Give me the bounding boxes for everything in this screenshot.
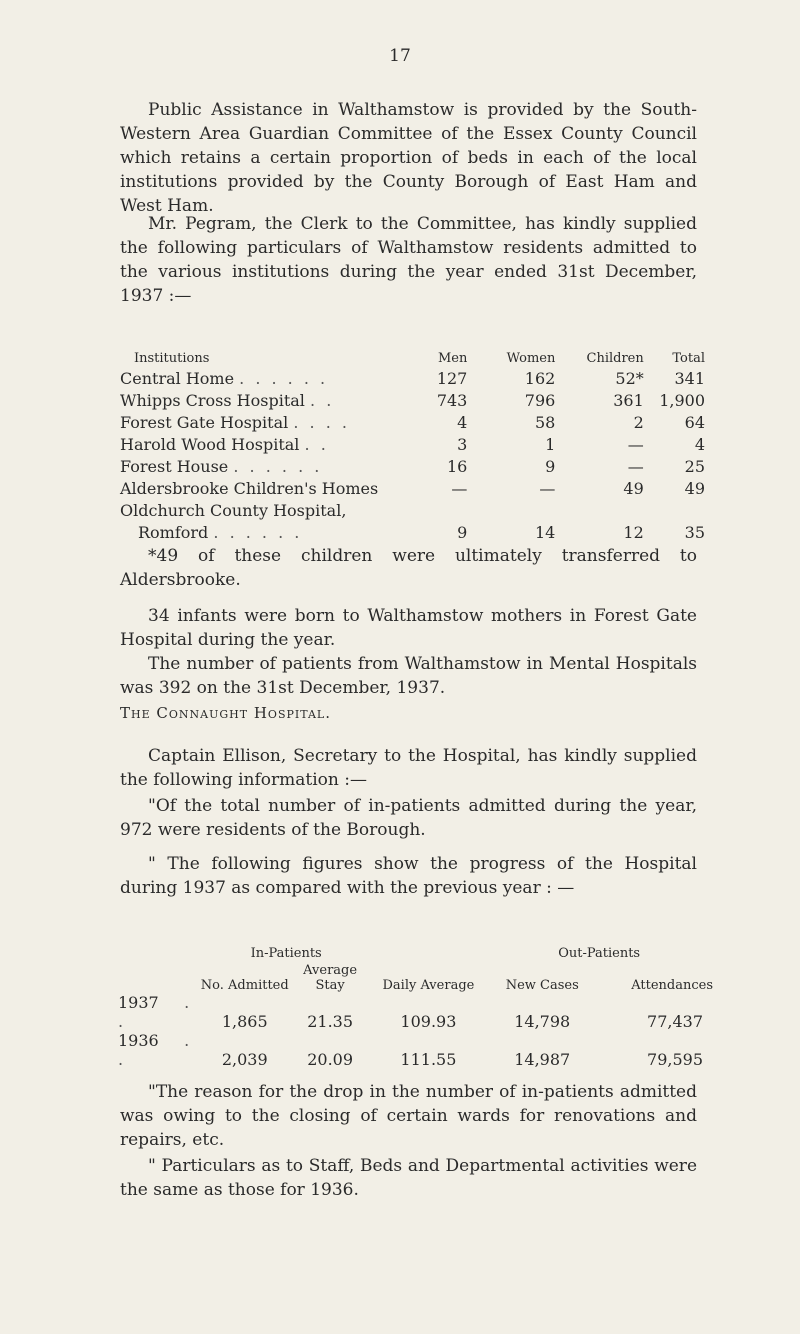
section-heading: The Connaught Hospital.	[120, 704, 331, 722]
table-row	[120, 410, 705, 432]
dot-leader: . . . . . .	[233, 457, 323, 476]
daily-value: 109.93	[400, 1012, 457, 1031]
women-value: 14	[534, 523, 556, 542]
year-value: 1937	[118, 993, 159, 1012]
table-header-row	[120, 346, 705, 366]
header-no-admitted: No. Admitted	[200, 978, 289, 993]
header-new-cases: New Cases	[505, 978, 579, 993]
table-row	[120, 476, 705, 498]
stay-value: 20.09	[307, 1050, 354, 1069]
dot-leader: . .	[118, 993, 193, 1031]
group-header-row	[118, 946, 713, 963]
table-row	[120, 520, 705, 542]
institution-name: Whipps Cross Hospital	[120, 391, 305, 410]
women-value: 9	[545, 457, 556, 476]
children-value: 49	[623, 479, 644, 498]
men-value: 3	[457, 435, 468, 454]
women-value: 58	[534, 413, 556, 432]
children-value: —	[627, 457, 644, 476]
institutions-table	[120, 346, 705, 542]
institution-name: Central Home	[120, 369, 235, 388]
children-value: 52*	[615, 369, 644, 388]
header-in-patients: In-Patients	[250, 946, 322, 961]
table-row	[118, 1031, 713, 1069]
table-row	[120, 388, 705, 410]
institution-name: Forest House	[120, 457, 229, 476]
total-value: 64	[684, 413, 705, 432]
header-attendances: Attendances	[631, 978, 713, 993]
dot-leader: . . . .	[293, 413, 350, 432]
institution-name-line1: Oldchurch County Hospital,	[120, 501, 347, 520]
header-institutions: Institutions	[134, 351, 210, 366]
year-value: 1936	[118, 1031, 159, 1050]
paragraph-figures-intro: " The following figures show the progress of the Hospital during 1937 as compared with the previous year : —	[120, 854, 697, 898]
paragraph-clerk-particulars: Mr. Pegram, the Clerk to the Committee, has kindly supplied the following particulars of Walthamstow residents admitted to the various institutions during the year ended 31st December, 1937 :—	[120, 214, 697, 306]
table-row	[120, 366, 705, 388]
page-number: 17	[389, 46, 411, 66]
paragraph-particulars: " Particulars as to Staff, Beds and Departmental activities were the same as those for 1936.	[120, 1156, 697, 1200]
total-value: 49	[684, 479, 705, 498]
admitted-value: 2,039	[221, 1050, 268, 1069]
institution-name: Aldersbrooke Children's Homes	[120, 479, 379, 498]
header-average-stay: Average Stay	[303, 963, 358, 993]
total-value: 4	[694, 435, 705, 454]
men-value: 743	[436, 391, 468, 410]
admitted-value: 1,865	[221, 1012, 268, 1031]
new-cases-value: 14,987	[514, 1050, 571, 1069]
paragraph-infants: 34 infants were born to Walthamstow mothers in Forest Gate Hospital during the year.	[120, 606, 697, 650]
new-cases-value: 14,798	[514, 1012, 571, 1031]
total-value: 25	[684, 457, 705, 476]
dot-leader: . .	[310, 391, 335, 410]
footnote: *49 of these children were ultimately transferred to Aldersbrooke.	[120, 546, 697, 590]
men-value: 16	[447, 457, 468, 476]
women-value: 1	[545, 435, 556, 454]
header-out-patients: Out-Patients	[558, 946, 641, 961]
men-value: —	[451, 479, 468, 498]
hospital-progress-table	[118, 946, 713, 1069]
header-children: Children	[586, 351, 644, 366]
women-value: —	[539, 479, 556, 498]
daily-value: 111.55	[400, 1050, 457, 1069]
table-row	[120, 498, 705, 520]
institution-name: Romford	[138, 523, 209, 542]
header-total: Total	[672, 351, 705, 366]
women-value: 796	[524, 391, 556, 410]
header-men: Men	[437, 351, 468, 366]
paragraph-in-patients-total: "Of the total number of in-patients admitted during the year, 972 were residents of the Borough.	[120, 796, 697, 840]
institution-name: Harold Wood Hospital	[120, 435, 300, 454]
dot-leader: . . . . . .	[213, 523, 303, 542]
paragraph-public-assistance: Public Assistance in Walthamstow is provided by the South-Western Area Guardian Committee of the Essex County Council which retains a certain proportion of beds in each of the local institutions provided by the County Borough of East Ham and West Ham.	[120, 100, 697, 216]
paragraph-captain-ellison: Captain Ellison, Secretary to the Hospital, has kindly supplied the following information :—	[120, 746, 697, 790]
men-value: 127	[436, 369, 468, 388]
children-value: 2	[633, 413, 644, 432]
women-value: 162	[524, 369, 556, 388]
total-value: 35	[684, 523, 705, 542]
paragraph-mental-hospitals: The number of patients from Walthamstow in Mental Hospitals was 392 on the 31st December, 1937.	[120, 654, 697, 698]
attendances-value: 79,595	[647, 1050, 703, 1069]
table-row	[120, 432, 705, 454]
men-value: 9	[457, 523, 468, 542]
children-value: 12	[623, 523, 644, 542]
header-women: Women	[506, 351, 556, 366]
total-value: 1,900	[659, 391, 705, 410]
table-header-row	[118, 963, 713, 993]
header-daily-average: Daily Average	[382, 978, 475, 993]
attendances-value: 77,437	[647, 1012, 703, 1031]
dot-leader: . .	[304, 435, 329, 454]
total-value: 341	[674, 369, 705, 388]
table-row	[118, 993, 713, 1031]
stay-value: 21.35	[307, 1012, 354, 1031]
children-value: —	[627, 435, 644, 454]
children-value: 361	[613, 391, 644, 410]
table-row	[120, 454, 705, 476]
paragraph-drop-reason: "The reason for the drop in the number of in-patients admitted was owing to the closing of certain wards for renovations and repairs, etc.	[120, 1082, 697, 1150]
dot-leader: . . . . . .	[239, 369, 329, 388]
institution-name: Forest Gate Hospital	[120, 413, 289, 432]
dot-leader: . .	[118, 1031, 193, 1069]
men-value: 4	[457, 413, 468, 432]
